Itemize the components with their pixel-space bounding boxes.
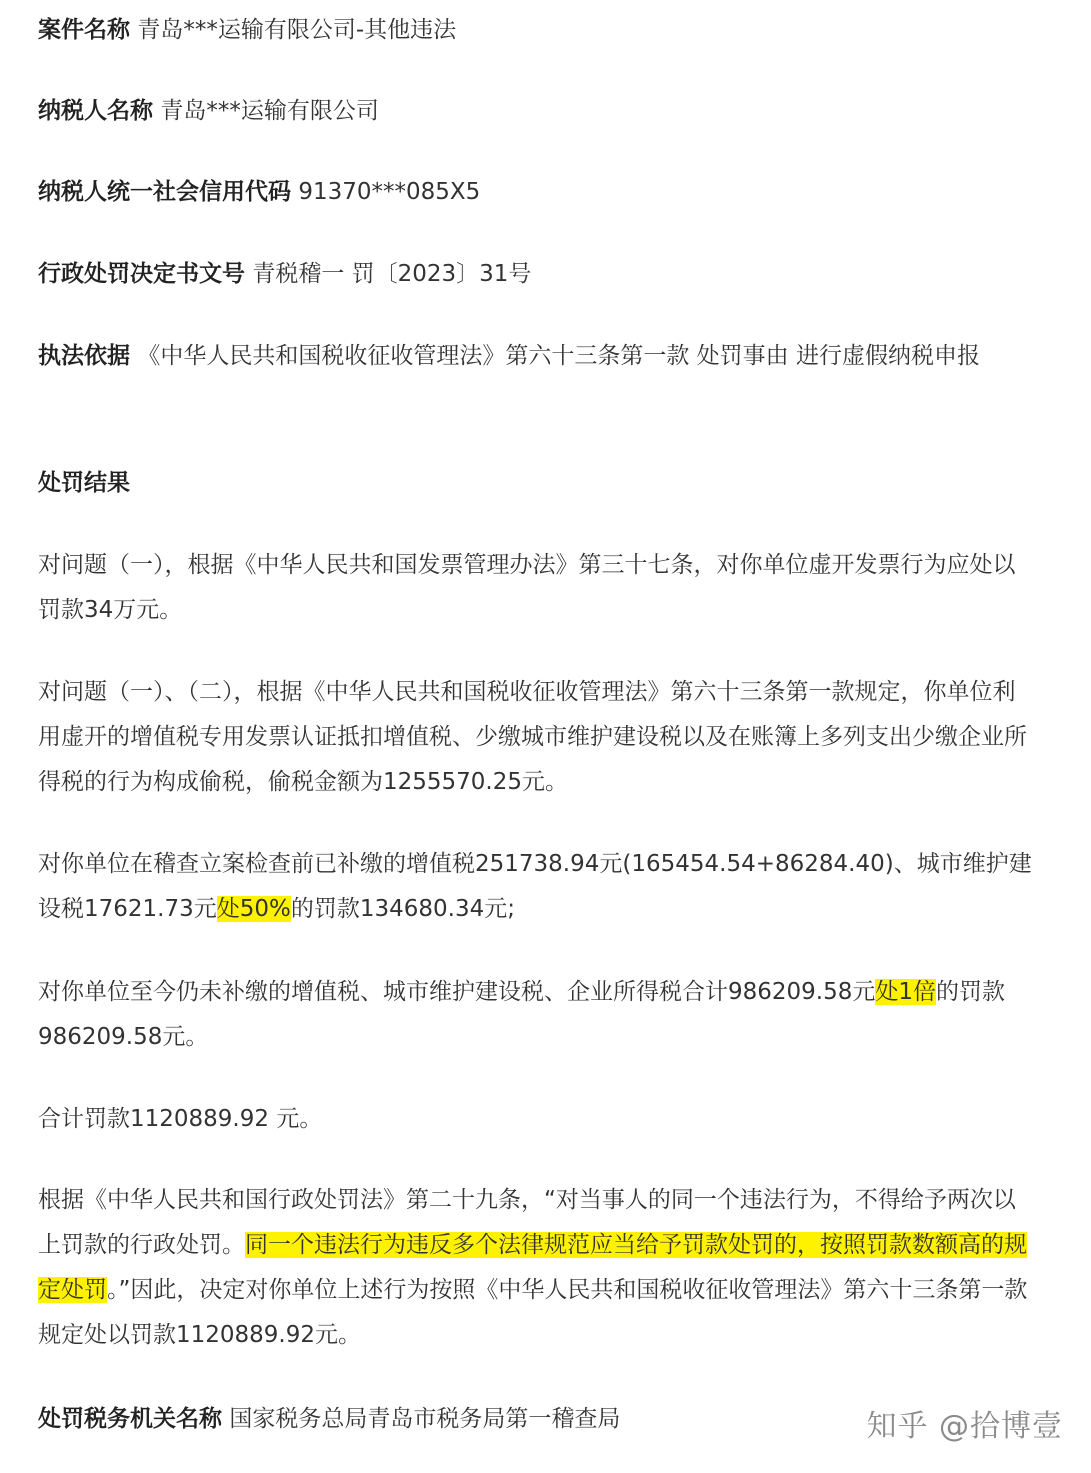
credit-code-value: 91370***085X5 (298, 179, 481, 205)
penalty-reason-label: 处罚事由 (696, 343, 789, 369)
highlight-higher-fine-rule: 同一个违法行为违反多个法律规范应当给予罚款处罚的，按照罚款数额高的规定处罚 (38, 1232, 1027, 1303)
credit-code-row (38, 170, 1038, 215)
result-paragraph-2: 对问题（一）、（二），根据《中华人民共和国税收征收管理法》第六十三条第一款规定，你单位利用虚开的增值税专用发票认证抵扣增值税、少缴城市维护建设税以及在账簿上多列支出少缴企业所得税的行为构成偷税，偷税金额为1255570.25元。 (38, 679, 1027, 795)
case-name-row (38, 8, 1038, 53)
legal-basis-value: 《中华人民共和国税收征收管理法》第六十三条第一款 (137, 343, 690, 369)
paragraph-4-text-a: 对你单位至今仍未补缴的增值税、城市维护建设税、企业所得税合计986209.58元 (38, 979, 876, 1005)
decision-number-value: 青税稽一 罚〔2023〕31号 (252, 261, 532, 287)
case-name-value: 青岛***运输有限公司-其他违法 (137, 17, 457, 43)
taxpayer-name-row (38, 89, 1038, 134)
authority-label: 处罚税务机关名称 (38, 1406, 222, 1432)
highlight-1-times: 处1倍 (875, 979, 937, 1005)
decision-number-row (38, 252, 1038, 297)
paragraph-3-text-b: 的罚款134680.34元; (290, 896, 516, 922)
result-heading: 处罚结果 (38, 470, 130, 496)
paragraph-3-text-a: 对你单位在稽查立案检查前已补缴的增值税251738.94元(165454.54+86284.40)、城市维护建设税17621.73元 (38, 851, 1032, 922)
taxpayer-name-value: 青岛***运输有限公司 (160, 98, 379, 124)
paragraph-6-text-b: 。”因此，决定对你单位上述行为按照《中华人民共和国税收征收管理法》第六十三条第一款规定处以罚款1120889.92元。 (38, 1277, 1028, 1348)
authority-row (38, 1397, 858, 1442)
case-name-label: 案件名称 (38, 17, 130, 43)
penalty-reason-value: 进行虚假纳税申报 (795, 343, 980, 369)
legal-basis-row (38, 334, 1038, 379)
highlight-50-percent: 处50% (216, 896, 291, 922)
zhihu-watermark: 知乎 @拾博壹 (866, 1409, 1063, 1444)
credit-code-label: 纳税人统一社会信用代码 (38, 179, 291, 205)
legal-basis-label: 执法依据 (38, 343, 130, 369)
authority-value: 国家税务总局青岛市税务局第一稽查局 (229, 1406, 621, 1432)
result-paragraph-6 (38, 1178, 1038, 1358)
result-paragraph-4 (38, 970, 1038, 1060)
decision-number-label: 行政处罚决定书文号 (38, 261, 245, 287)
paragraph-6-text-a: 根据《中华人民共和国行政处罚法》第二十九条，“对当事人的同一个违法行为，不得给予两次以上罚款的行政处罚。 (38, 1187, 1016, 1258)
taxpayer-name-label: 纳税人名称 (38, 98, 153, 124)
result-paragraph-1: 对问题（一），根据《中华人民共和国发票管理办法》第三十七条，对你单位虚开发票行为应处以罚款34万元。 (38, 552, 1016, 623)
result-paragraph-5: 合计罚款1120889.92 元。 (38, 1106, 323, 1132)
paragraph-4-text-b: 的罚款986209.58元。 (38, 979, 1006, 1050)
result-paragraph-3 (38, 842, 1038, 932)
